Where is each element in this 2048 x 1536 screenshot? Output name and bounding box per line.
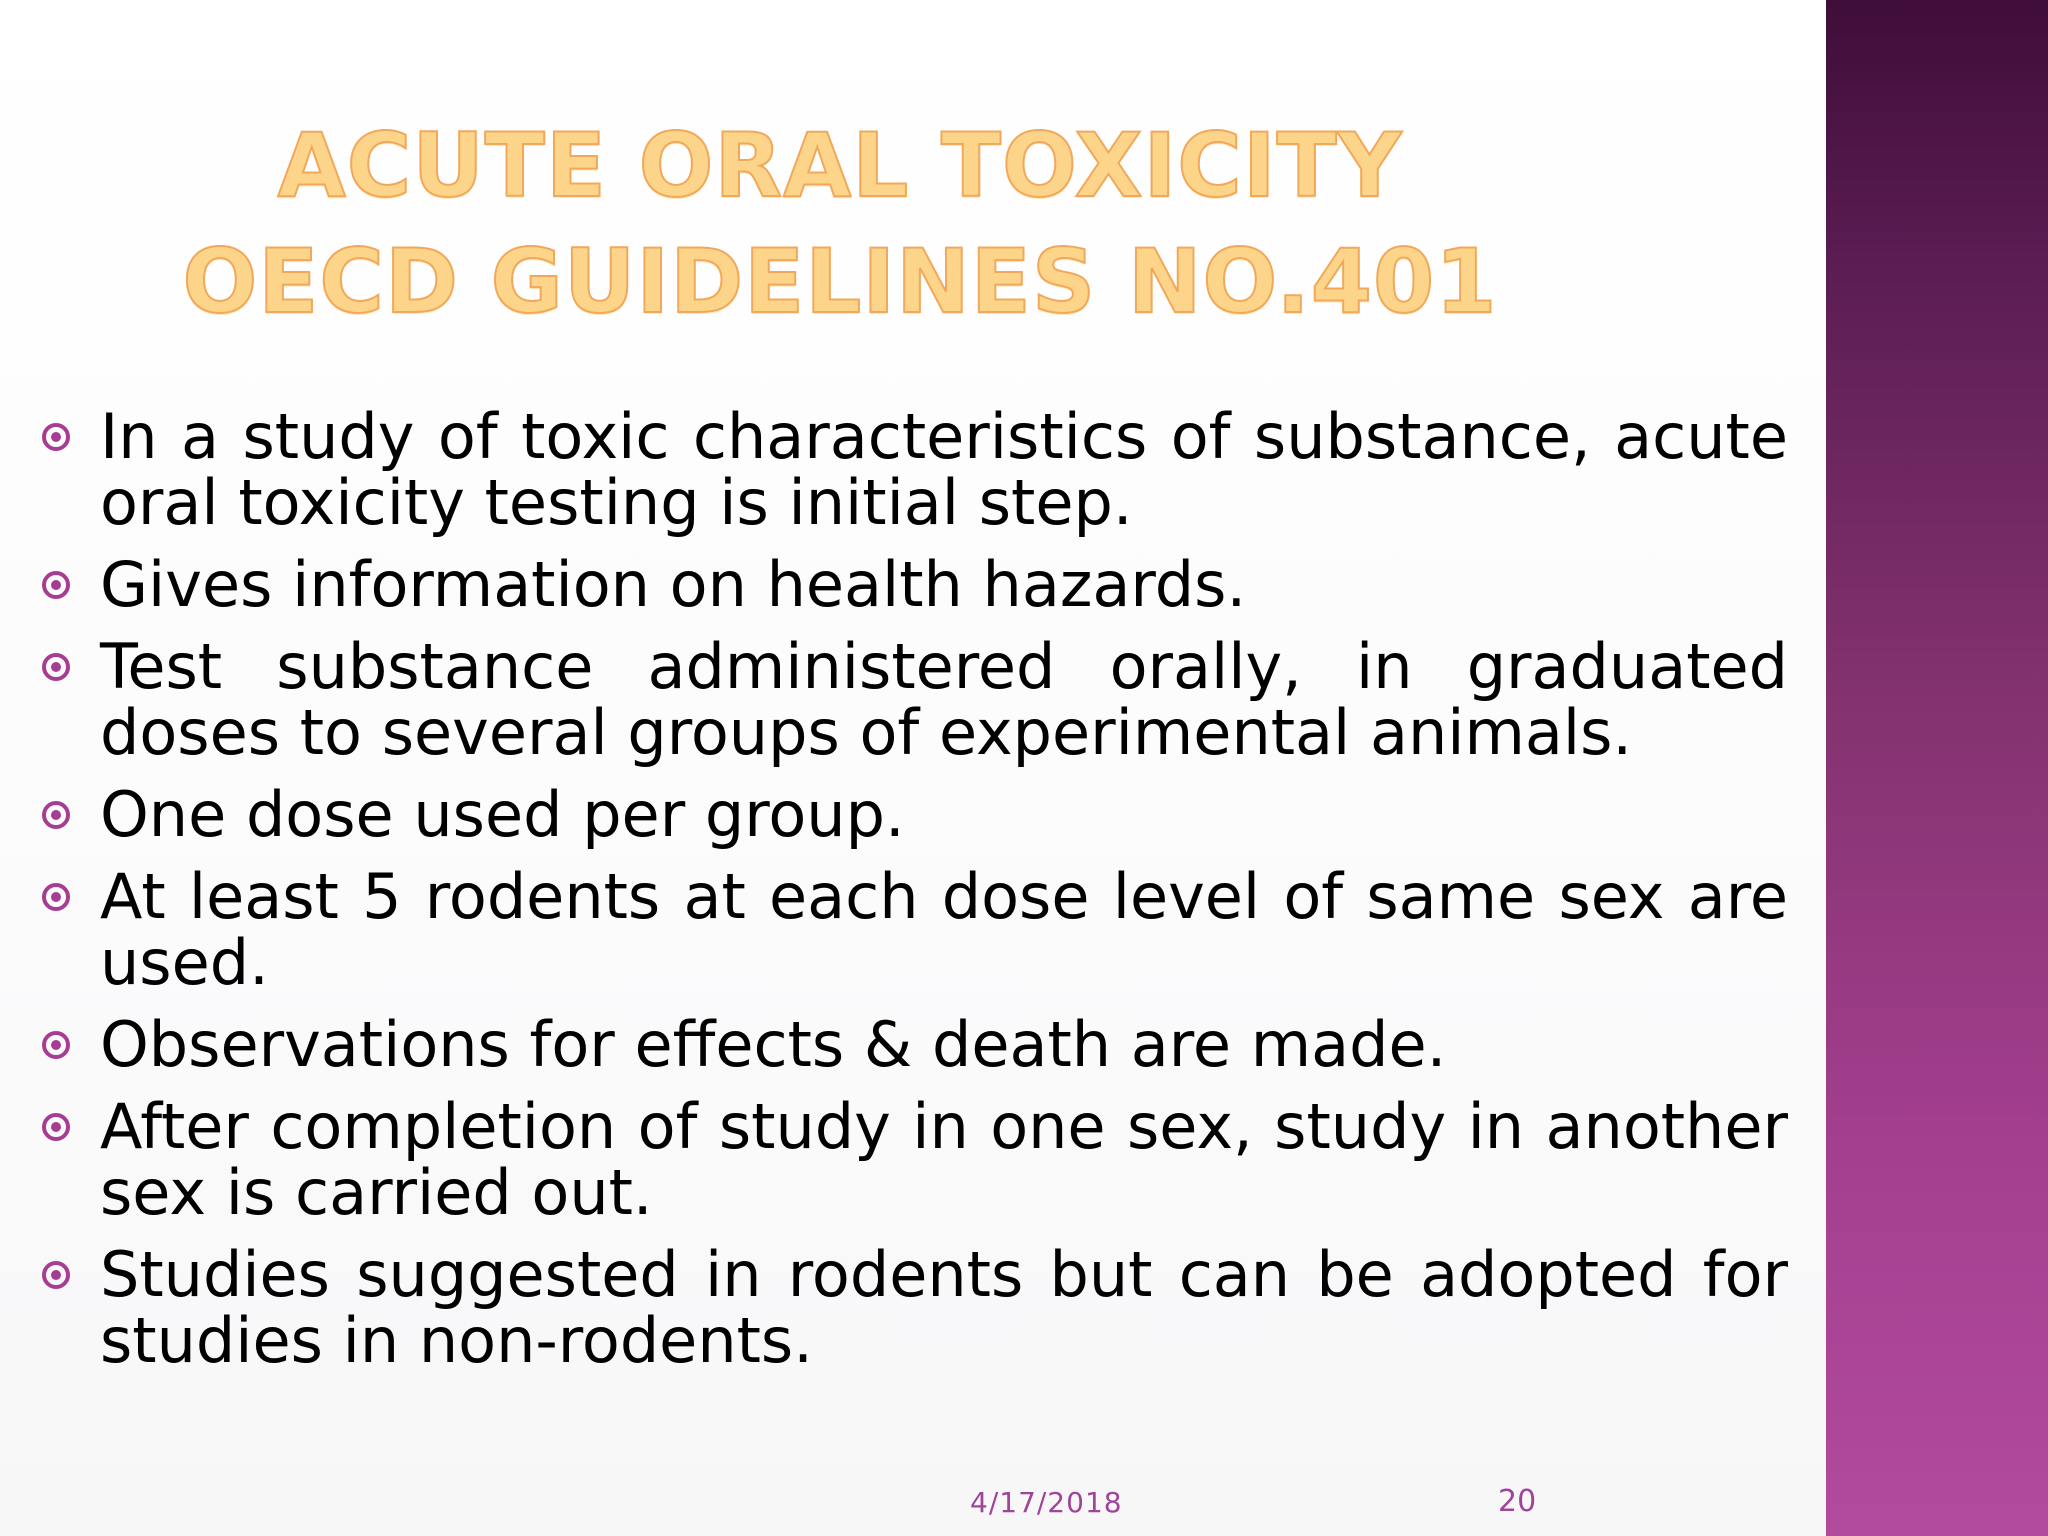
bullet-text: Gives information on health hazards. xyxy=(100,548,1247,621)
bullet-text: Studies suggested in rodents but can be adopted for studies in non-rodents. xyxy=(100,1238,1788,1377)
circled-dot-icon xyxy=(42,1261,70,1289)
bullet-item xyxy=(40,1238,1788,1377)
bullet-item xyxy=(40,548,1788,621)
circled-dot-icon xyxy=(42,1113,70,1141)
bullet-text: One dose used per group. xyxy=(100,778,905,851)
bullet-item xyxy=(40,860,1788,999)
bullet-text: Test substance administered orally, in graduated doses to several groups of experimental animals. xyxy=(100,630,1788,769)
slide-title xyxy=(80,108,1600,340)
bullet-item xyxy=(40,1008,1788,1081)
bullet-item xyxy=(40,630,1788,769)
bullet-text: Observations for effects & death are made. xyxy=(100,1008,1447,1081)
bullet-item xyxy=(40,1090,1788,1229)
title-line-1: ACUTE ORAL TOXICITY xyxy=(277,114,1403,217)
bullet-text: After completion of study in one sex, study in another sex is carried out. xyxy=(100,1090,1788,1229)
bullet-item xyxy=(40,400,1788,539)
bullet-text: In a study of toxic characteristics of substance, acute oral toxicity testing is initial step. xyxy=(100,400,1788,539)
circled-dot-icon xyxy=(42,653,70,681)
circled-dot-icon xyxy=(42,1031,70,1059)
circled-dot-icon xyxy=(42,801,70,829)
circled-dot-icon xyxy=(42,883,70,911)
bullet-list xyxy=(40,400,1788,1390)
bullet-item xyxy=(40,778,1788,851)
title-line-2: OECD GUIDELINES NO.401 xyxy=(182,230,1498,333)
bullet-text: At least 5 rodents at each dose level of same sex are used. xyxy=(100,860,1788,999)
circled-dot-icon xyxy=(42,571,70,599)
slide-number: 20 xyxy=(1498,1484,1537,1519)
decorative-side-band xyxy=(1826,0,2048,1536)
circled-dot-icon xyxy=(42,423,70,451)
footer-date: 4/17/2018 xyxy=(970,1486,1123,1519)
